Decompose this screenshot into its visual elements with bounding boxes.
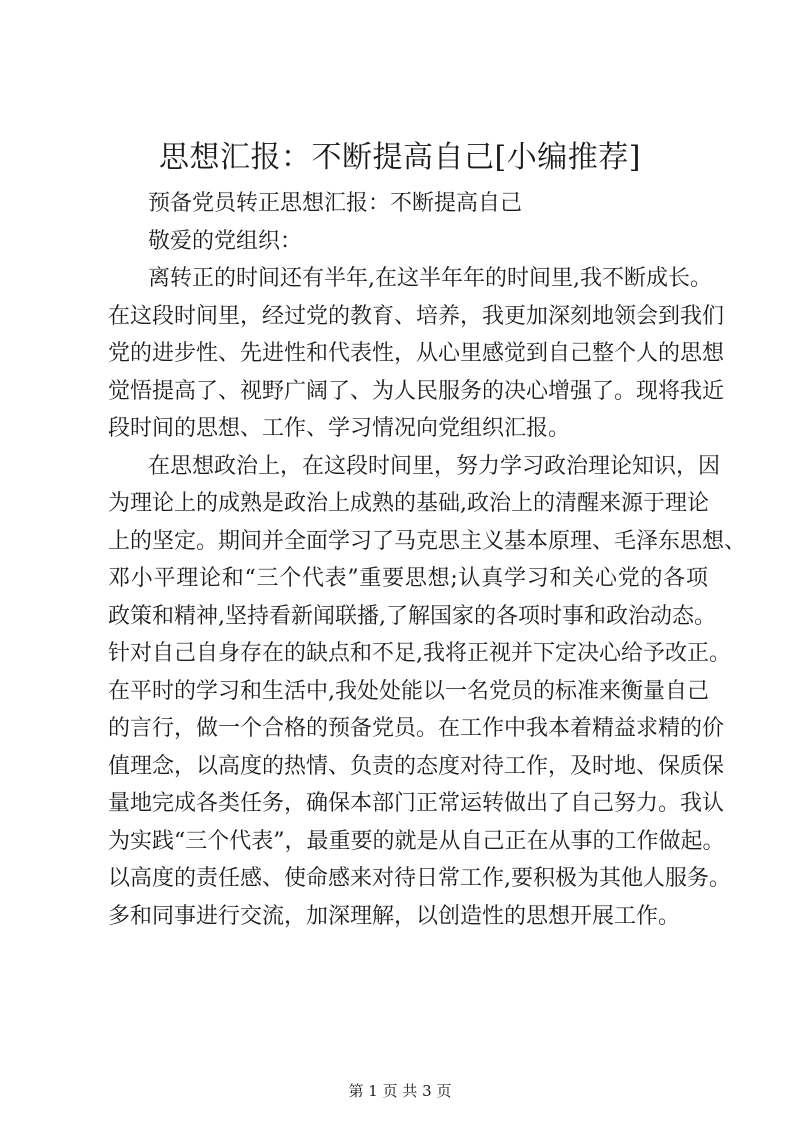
body-line: 在这段时间里，经过党的教育、培养，我更加深刻地领会到我们 — [108, 303, 725, 329]
body-line: 针对自己自身存在的缺点和不足,我将正视并下定决心给予改正。 — [108, 641, 731, 666]
body-line: 段时间的思想、工作、学习情况向党组织汇报。 — [108, 416, 571, 441]
body-line: 量地完成各类任务，确保本部门正常运转做出了自己努力。我认 — [108, 791, 725, 816]
body-line: 为实践“三个代表”，最重要的就是从自己正在从事的工作做起。 — [108, 828, 725, 854]
document-body — [108, 185, 747, 935]
body-line: 上的坚定。期间并全面学习了马克思主义基本原理、毛泽东思想、 — [108, 528, 747, 554]
body-line: 离转正的时间还有半年,在这半年年的时间里,我不断成长。 — [148, 266, 712, 291]
body-line: 邓小平理论和“三个代表”重要思想;认真学习和关心党的各项 — [108, 566, 708, 591]
page-footer: 第 1 页 共 3 页 — [348, 1082, 452, 1100]
subtitle-line: 预备党员转正思想汇报：不断提高自己 — [148, 191, 523, 216]
salutation-line: 敬爱的党组织： — [148, 228, 303, 254]
body-line: 的言行，做一个合格的预备党员。在工作中我本着精益求精的价 — [108, 716, 725, 741]
body-line: 觉悟提高了、视野广阔了、为人民服务的决心增强了。现将我近 — [108, 378, 725, 404]
document-title: 思想汇报：不断提高自己[小编推荐] — [159, 140, 641, 175]
body-line: 在平时的学习和生活中,我处处能以一名党员的标准来衡量自己 — [108, 678, 709, 704]
body-line: 以高度的责任感、使命感来对待日常工作,要积极为其他人服务。 — [108, 866, 731, 891]
body-line: 党的进步性、先进性和代表性，从心里感觉到自己整个人的思想 — [108, 341, 725, 366]
body-line: 在思想政治上，在这段时间里，努力学习政治理论知识，因 — [148, 453, 721, 479]
body-line: 多和同事进行交流，加深理解，以创造性的思想开展工作。 — [108, 903, 681, 929]
body-line: 为理论上的成熟是政治上成熟的基础,政治上的清醒来源于理论 — [108, 491, 709, 516]
body-line: 值理念，以高度的热情、负责的态度对待工作，及时地、保质保 — [108, 753, 725, 779]
body-line: 政策和精神,坚持看新闻联播,了解国家的各项时事和政治动态。 — [108, 603, 716, 629]
